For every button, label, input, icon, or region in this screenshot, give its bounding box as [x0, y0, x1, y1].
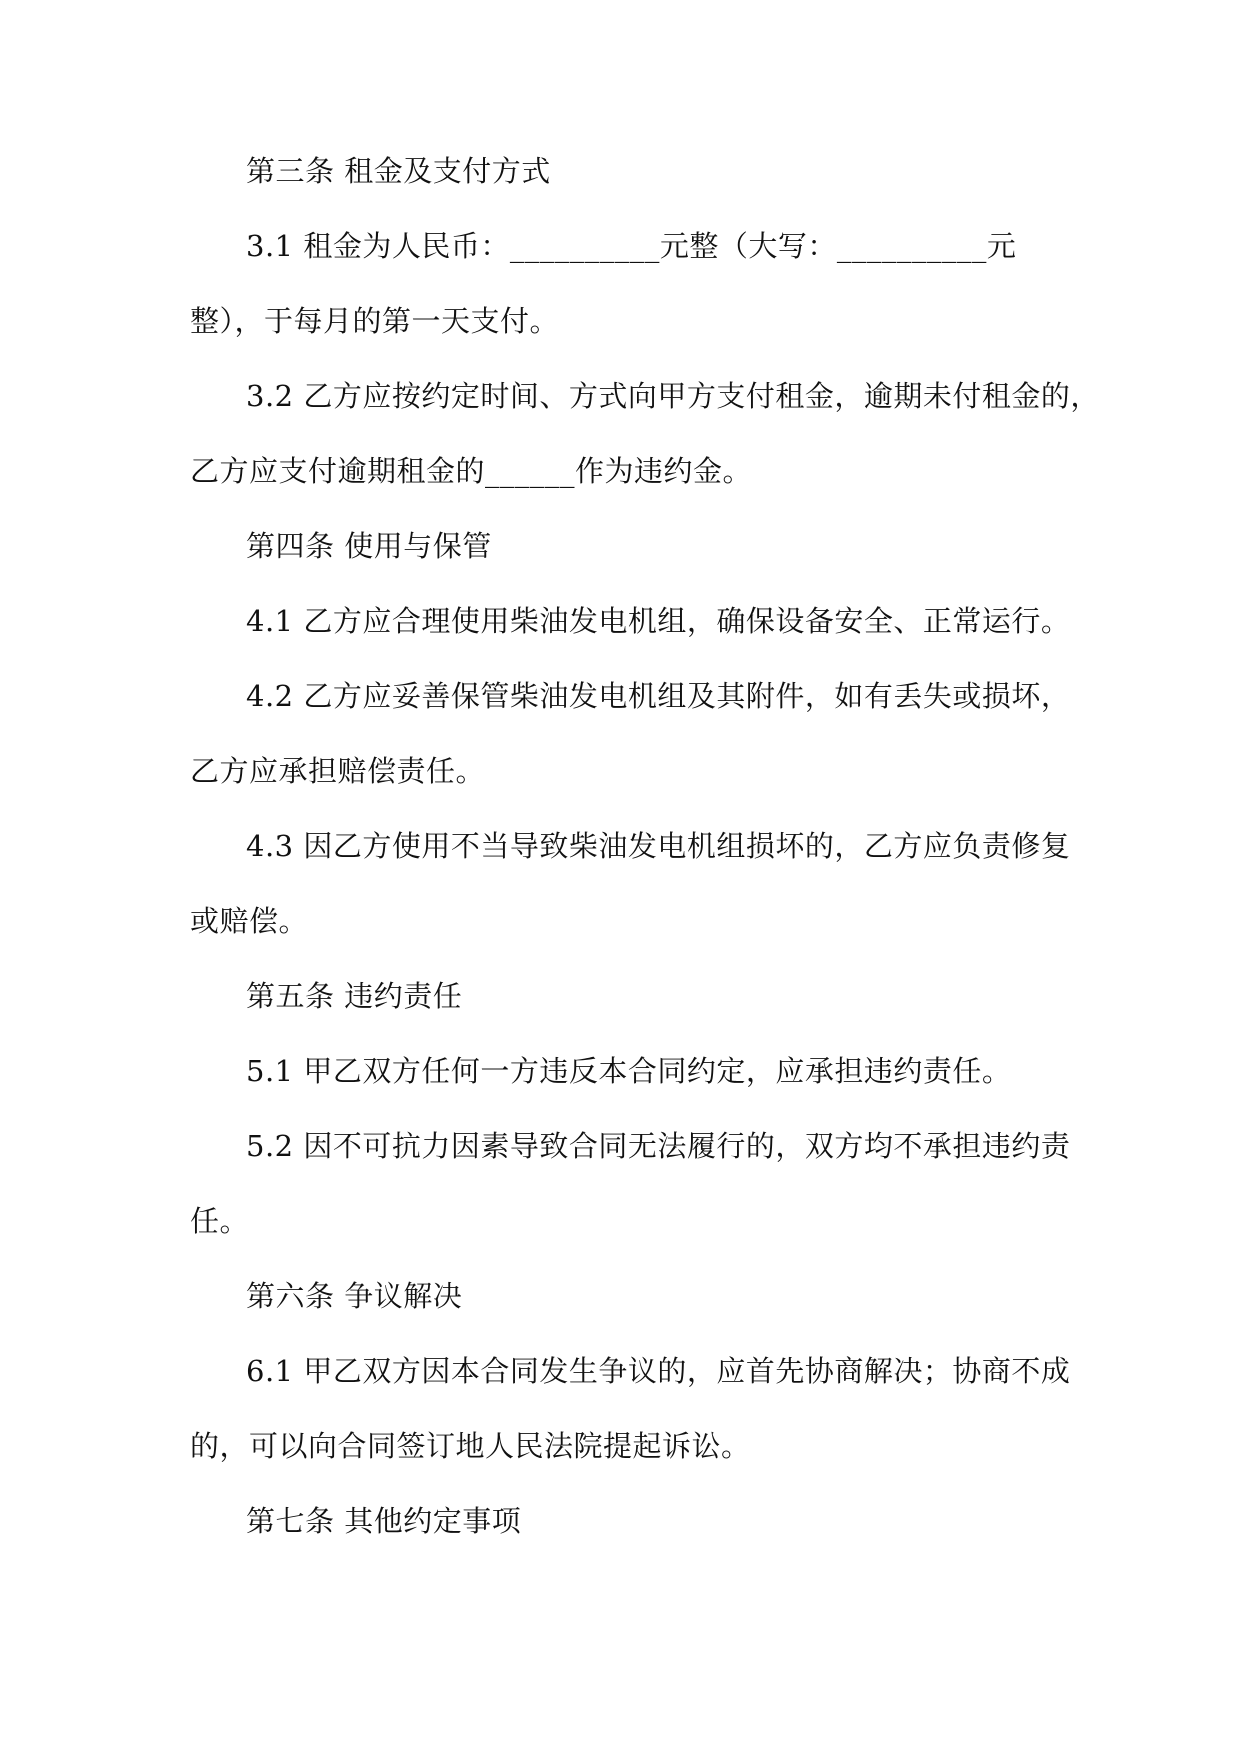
- clause-5-2-continued: 任。: [190, 1204, 250, 1238]
- clause-5-2: 5.2 因不可抗力因素导致合同无法履行的，双方均不承担违约责: [246, 1129, 1071, 1163]
- clause-3-2-continued: 乙方应支付逾期租金的______作为违约金。: [190, 454, 753, 488]
- clause-3-1-continued: 整），于每月的第一天支付。: [190, 304, 560, 338]
- clause-3-2: 3.2 乙方应按约定时间、方式向甲方支付租金，逾期未付租金的，: [246, 379, 1100, 413]
- section-heading-article-4: 第四条 使用与保管: [246, 529, 492, 563]
- clause-4-3: 4.3 因乙方使用不当导致柴油发电机组损坏的，乙方应负责修复: [246, 829, 1071, 863]
- clause-5-1: 5.1 甲乙双方任何一方违反本合同约定，应承担违约责任。: [246, 1054, 1012, 1088]
- section-heading-article-7: 第七条 其他约定事项: [246, 1504, 522, 1538]
- clause-4-2-continued: 乙方应承担赔偿责任。: [190, 754, 486, 788]
- clause-4-1: 4.1 乙方应合理使用柴油发电机组，确保设备安全、正常运行。: [246, 604, 1071, 638]
- clause-6-1-continued: 的，可以向合同签订地人民法院提起诉讼。: [190, 1429, 751, 1463]
- section-heading-article-5: 第五条 违约责任: [246, 979, 463, 1013]
- clause-3-1: 3.1 租金为人民币：__________元整（大写：__________元: [246, 229, 1017, 263]
- section-heading-article-3: 第三条 租金及支付方式: [246, 154, 551, 188]
- clause-4-3-continued: 或赔偿。: [190, 904, 309, 938]
- clause-4-2: 4.2 乙方应妥善保管柴油发电机组及其附件，如有丢失或损坏，: [246, 679, 1071, 713]
- section-heading-article-6: 第六条 争议解决: [246, 1279, 463, 1313]
- clause-6-1: 6.1 甲乙双方因本合同发生争议的，应首先协商解决；协商不成: [246, 1354, 1071, 1388]
